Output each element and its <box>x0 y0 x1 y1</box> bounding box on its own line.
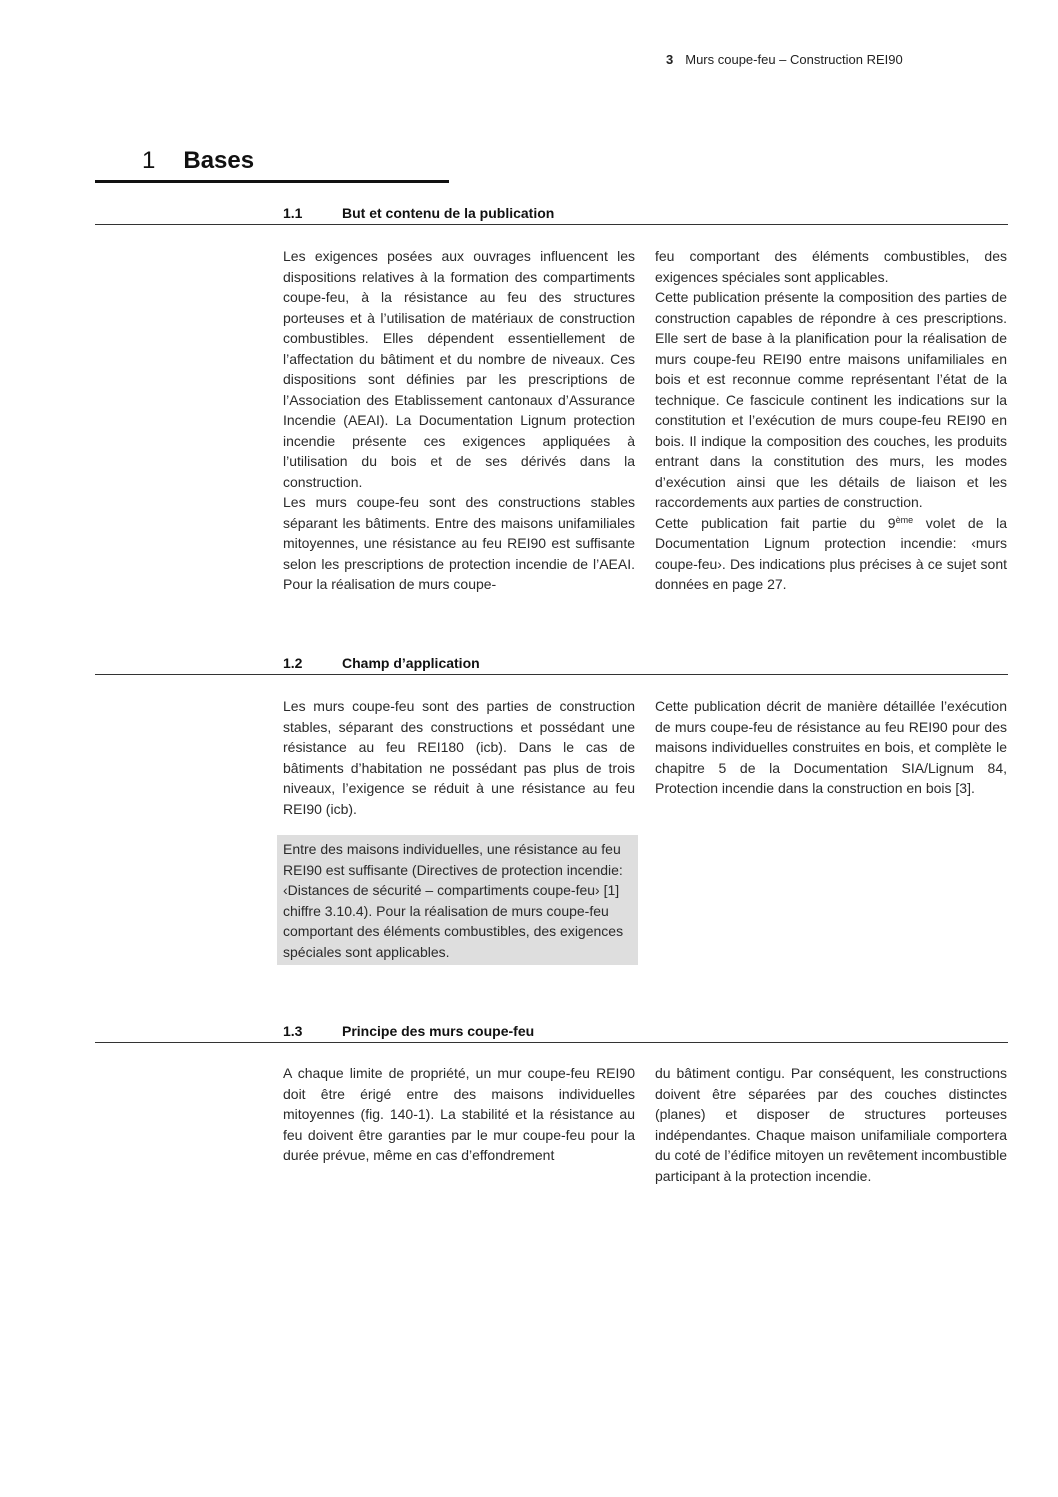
section-1-1-right-column <box>655 246 1007 595</box>
page-number: 3 <box>666 52 674 67</box>
paragraph: Les murs coupe-feu sont des parties de construction stables, séparant des constructions et possédant une résistance au feu REI180 (icb). Dans le cas de bâtiments d’habitation ne possédant pas plus de trois niveaux, l’exigence se réduit à une résistance au feu REI90 (icb). <box>283 698 635 817</box>
section-number: 1.2 <box>283 655 303 671</box>
paragraph: A chaque limite de propriété, un mur coupe-feu REI90 doit être érigé entre des maisons individuelles mitoyennes (fig. 140-1). La stabilité et la résistance au feu doivent être garanties par le mur coupe-feu pour la durée prévue, même en cas d’effondrement <box>283 1065 635 1163</box>
section-rule <box>95 224 1008 225</box>
section-title: Champ d’application <box>342 655 480 671</box>
section-heading-1-3 <box>283 1023 534 1039</box>
note-box: Entre des maisons individuelles, une résistance au feu REI90 est suffisante (Directives de protection incendie: ‹Distances de sécurité – compartiments coupe-feu› [1] chiffre 3.10.4). Pour la réalisation de murs coupe-feu comportant des éléments combustibles, des exigences spéciales sont applicables. <box>277 835 638 965</box>
section-number: 1.1 <box>283 205 303 221</box>
section-1-3-left-column <box>283 1063 635 1166</box>
paragraph: Cette publication fait partie du 9ème volet de la Documentation Lignum protection incendie: ‹murs coupe-feu›. Des indications plus précises à ce sujet sont données en page 27. <box>655 514 1008 592</box>
section-title: Principe des murs coupe-feu <box>342 1023 535 1039</box>
section-heading-1-1 <box>283 205 554 221</box>
section-heading-1-2 <box>283 655 480 671</box>
paragraph: feu comportant des éléments combustibles, des exigences spéciales sont applicables. <box>655 248 1007 285</box>
running-title: Murs coupe-feu – Construction REI90 <box>685 52 903 67</box>
paragraph: Les exigences posées aux ouvrages influencent les dispositions relatives à la formation des compartiments coupe-feu, à la résistance au feu des structures porteuses et à l’utilisation de matériaux de construction combustibles. Elles dépendent essentiellement de l’affectation du bâtiment et du nombre de niveaux. Ces dispositions sont définies par les prescriptions de l’Association des Etablissement cantonaux d’Assurance Incendie (AEAI). La Documentation Lignum protection incendie présente ces exigences appliquées à l’utilisation du bois et de ses dérivés dans la construction. <box>283 248 635 490</box>
superscript: ème <box>895 514 914 525</box>
section-1-2-right-column <box>655 696 1007 799</box>
paragraph: Cette publication décrit de manière détaillée l’exécution de murs coupe-feu de résistance au feu REI90 pour des maisons individuelles construites en bois, et complète le chapitre 5 de la Documentation SIA/Lignum 84, Protection incendie dans la construction en bois [3]. <box>655 698 1007 796</box>
section-1-1-left-column <box>283 246 635 595</box>
section-1-3-right-column <box>655 1063 1007 1186</box>
section-title: But et contenu de la publication <box>342 205 555 221</box>
chapter-heading <box>142 146 254 176</box>
chapter-rule <box>95 180 449 183</box>
section-rule <box>95 1042 1008 1043</box>
chapter-title: Bases <box>183 147 255 174</box>
paragraph: du bâtiment contigu. Par conséquent, les constructions doivent être séparées par des couches distinctes (planes) et disposer de structures porteuses indépendantes. Chaque maison unifamiliale comportera du coté de l’édifice mitoyen un revêtement incombustible participant à la protection incendie. <box>655 1065 1007 1184</box>
paragraph: Les murs coupe-feu sont des constructions stables séparant les bâtiments. Entre des maisons unifamiliales mitoyennes, une résistance au feu REI90 est suffisante selon les prescriptions de protection incendie de l’AEAI. Pour la réalisation de murs coupe- <box>283 494 635 592</box>
section-1-2-left-column <box>283 696 635 819</box>
section-number: 1.3 <box>283 1023 303 1039</box>
paragraph: Cette publication présente la composition des parties de construction capables de répondre à ces prescriptions. Elle sert de base à la planification pour la réalisation de murs coupe-feu REI90 entre maisons unifamiliales en bois et est reconnue comme représentant l’état de la technique. Ce fascicule continent les indications sur la constitution et l’exécution de murs coupe-feu REI90 en bois. Il indique la composition des couches, les produits entrant dans la constitution des murs, les modes d’exécution ainsi que les détails de liaison et les raccordements aux parties de construction. <box>655 289 1007 510</box>
section-rule <box>95 674 1008 675</box>
chapter-number: 1 <box>142 147 156 174</box>
running-header <box>666 52 903 67</box>
